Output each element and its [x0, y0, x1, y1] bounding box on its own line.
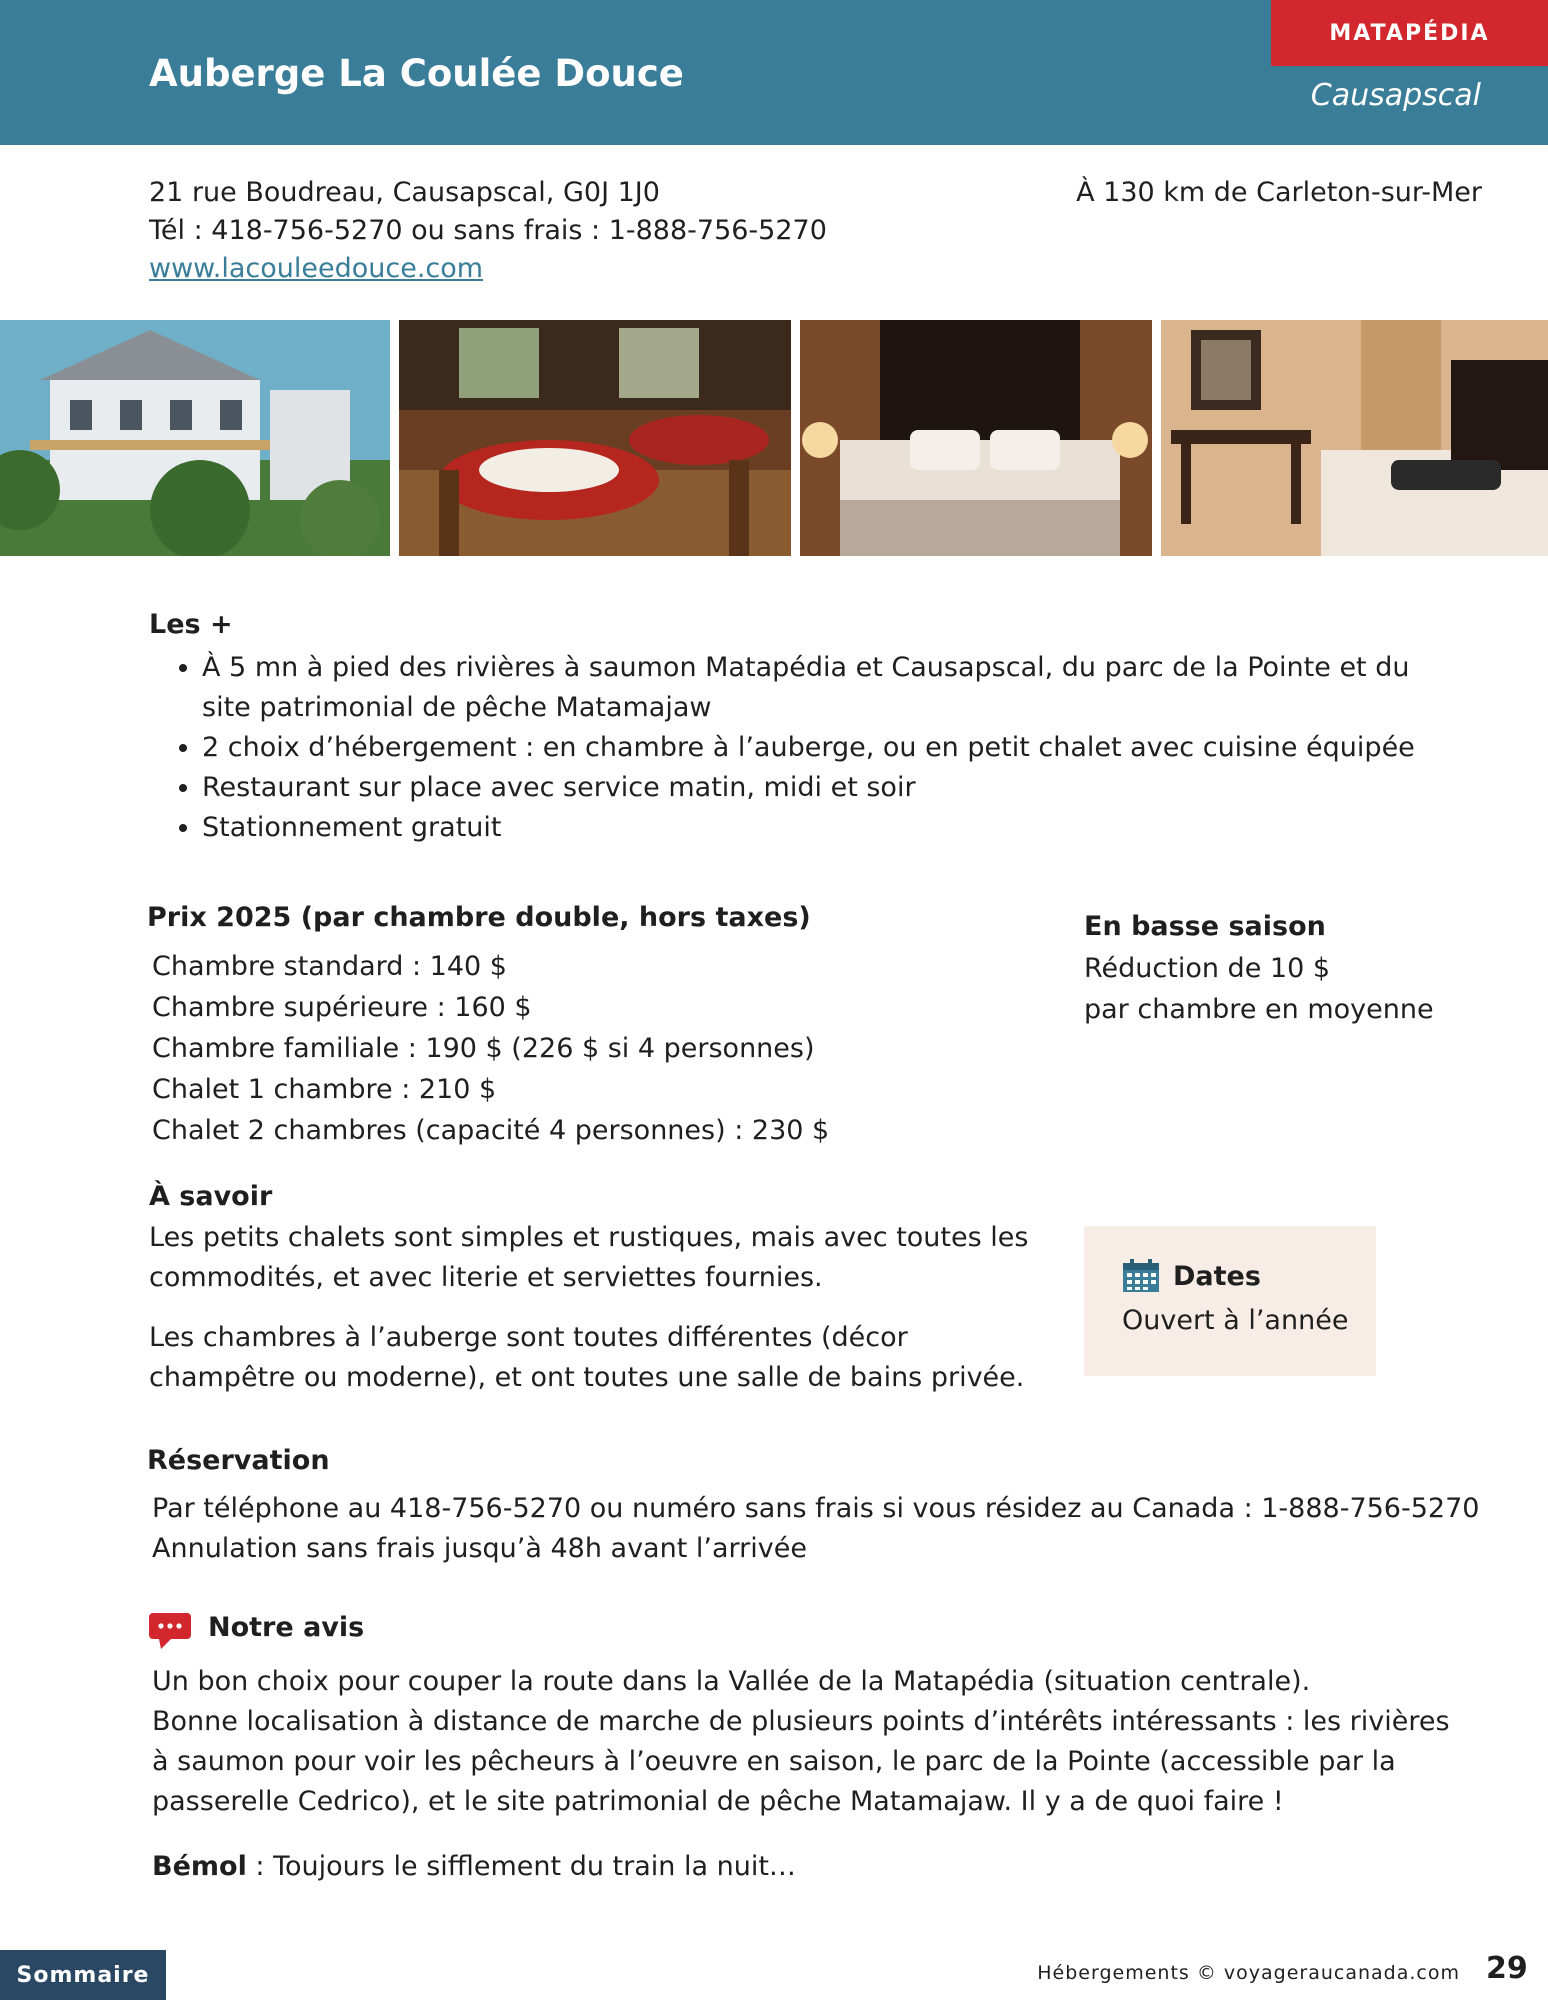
price-line: Chalet 2 chambres (capacité 4 personnes) : 230 $ — [152, 1115, 830, 1146]
bemol-label: Bémol — [152, 1851, 247, 1882]
town-label: Causapscal — [1310, 78, 1481, 113]
bedroom-photo — [800, 320, 1152, 556]
savoir-paragraph-2 — [149, 1318, 1024, 1398]
speech-bubble-icon — [149, 1613, 191, 1653]
plus-title: Les + — [149, 609, 233, 640]
sommaire-button[interactable]: Sommaire — [0, 1950, 166, 2000]
savoir-title: À savoir — [149, 1181, 273, 1212]
savoir-paragraph-1 — [149, 1218, 1028, 1298]
low-season-text — [1084, 948, 1434, 1030]
savoir-line: champêtre ou moderne), et ont toutes une salle de bains privée. — [149, 1362, 1025, 1393]
list-item-text: À 5 mn à pied des rivières à saumon Matapédia et Causapscal, du parc de la Pointe et du — [202, 652, 1410, 683]
bedroom-desk-photo — [1161, 320, 1548, 556]
prices-title: Prix 2025 (par chambre double, hors taxes) — [147, 902, 811, 933]
dates-box — [1084, 1226, 1376, 1376]
distance-text: À 130 km de Carleton-sur-Mer — [1076, 177, 1482, 208]
footer-credit: Hébergements © voyageraucanada.com — [1037, 1962, 1460, 1984]
list-item: • 2 choix d’hébergement : en chambre à l’auberge, ou en petit chalet avec cuisine équipée — [202, 728, 1415, 768]
calendar-icon — [1122, 1259, 1160, 1297]
price-line: Chambre standard : 140 $ — [152, 951, 507, 982]
region-badge: MATAPÉDIA — [1271, 0, 1548, 66]
house-exterior-photo — [0, 320, 390, 556]
bemol-text: : Toujours le sifflement du train la nuit… — [246, 1851, 796, 1882]
website-link[interactable]: www.lacouleedouce.com — [149, 253, 484, 284]
address: 21 rue Boudreau, Causapscal, G0J 1J0 — [149, 177, 660, 208]
price-line: Chalet 1 chambre : 210 $ — [152, 1074, 497, 1105]
reservation-line: Annulation sans frais jusqu’à 48h avant l’arrivée — [152, 1533, 807, 1564]
list-item: • Stationnement gratuit — [202, 808, 1415, 848]
low-season-line: par chambre en moyenne — [1084, 994, 1434, 1025]
low-season-line: Réduction de 10 $ — [1084, 953, 1331, 984]
avis-line: Bonne localisation à distance de marche de plusieurs points d’intérêts intéressants : les rivières — [152, 1706, 1450, 1737]
reservation-line: Par téléphone au 418-756-5270 ou numéro sans frais si vous résidez au Canada : 1-888-756-5270 — [152, 1493, 1480, 1524]
reservation-title: Réservation — [147, 1445, 330, 1476]
dates-value: Ouvert à l’année — [1122, 1305, 1349, 1336]
list-item — [202, 648, 1415, 728]
avis-text — [152, 1662, 1450, 1822]
savoir-line: commodités, et avec literie et serviettes fournies. — [149, 1262, 823, 1293]
page-number: 29 — [1486, 1951, 1528, 1986]
contact-block — [149, 174, 827, 288]
low-season-title: En basse saison — [1084, 911, 1326, 942]
phone: Tél : 418-756-5270 ou sans frais : 1-888-756-5270 — [149, 215, 827, 246]
reservation-text — [152, 1489, 1479, 1569]
list-item-text: site patrimonial de pêche Matamajaw — [202, 692, 712, 723]
plus-list — [160, 648, 1415, 848]
list-item: • Restaurant sur place avec service matin, midi et soir — [202, 768, 1415, 808]
prices-list — [152, 946, 829, 1151]
price-line: Chambre familiale : 190 $ (226 $ si 4 personnes) — [152, 1033, 815, 1064]
savoir-line: Les petits chalets sont simples et rustiques, mais avec toutes les — [149, 1222, 1029, 1253]
avis-line: à saumon pour voir les pêcheurs à l’oeuvre en saison, le parc de la Pointe (accessible par la — [152, 1746, 1396, 1777]
avis-title: Notre avis — [208, 1612, 365, 1643]
price-line: Chambre supérieure : 160 $ — [152, 992, 532, 1023]
dining-room-photo — [399, 320, 791, 556]
avis-line: passerelle Cedrico), et le site patrimonial de pêche Matamajaw. Il y a de quoi faire ! — [152, 1786, 1284, 1817]
bemol-line — [152, 1847, 796, 1887]
dates-title: Dates — [1173, 1261, 1261, 1292]
savoir-line: Les chambres à l’auberge sont toutes différentes (décor — [149, 1322, 908, 1353]
avis-line: Un bon choix pour couper la route dans la Vallée de la Matapédia (situation centrale). — [152, 1666, 1311, 1697]
hotel-title: Auberge La Coulée Douce — [149, 52, 684, 95]
